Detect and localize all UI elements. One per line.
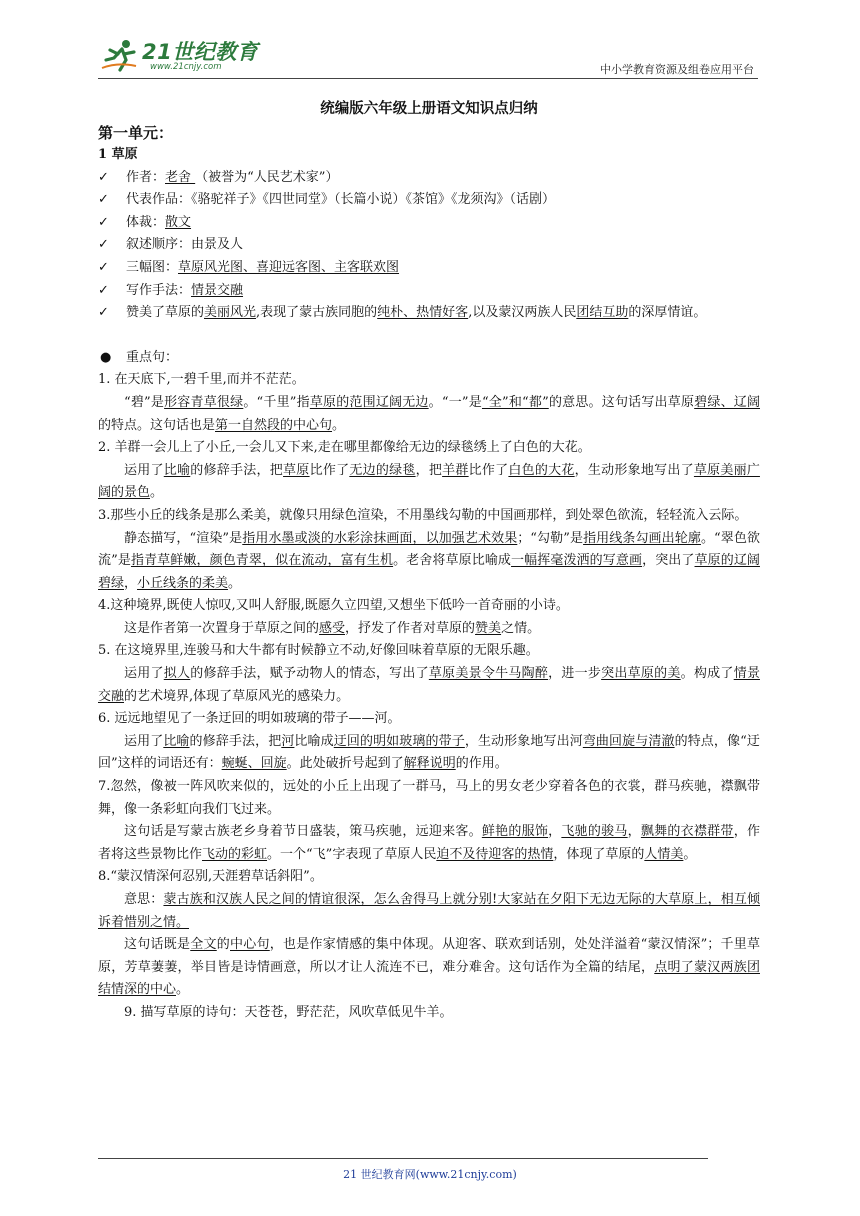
footer-divider [98,1158,708,1159]
fact-pictures: ✓ 三幅图：草原风光图、喜迎远客图、主客联欢图 [98,257,760,280]
explanation-8-analysis: 这句话既是全文的中心句，也是作家情感的集中体现。从迎客、联欢到话别，处处洋溢着“蒙汉情深”；千里草原，芳草萋萋，举目皆是诗情画意，所以才让人流连不已，难分难舍。这句话作为全篇的结尾，点明了蒙汉两族团结情深的中心。 [98,937,760,998]
sentence-3: 3.那些小丘的线条是那么柔美，就像只用绿色渲染，不用墨线勾勒的中国画那样，到处翠色欲流，轻轻流入云际。 [98,507,748,523]
document-title: 统编版六年级上册语文知识点归纳 [320,100,538,117]
check-icon: ✓ [98,192,109,208]
unit-heading: 第一单元： [98,124,174,142]
fact-works: ✓ 代表作品：《骆驼祥子》《四世同堂》（长篇小说）《茶馆》《龙须沟》（话剧） [98,189,760,212]
check-icon: ✓ [98,169,109,185]
sentence-2: 2. 羊群一会儿上了小丘,一会儿又下来,走在哪里都像给无边的绿毯绣上了白色的大花。 [98,440,591,456]
bullet-icon: ● [100,349,112,365]
document-body [98,96,760,1025]
sentence-8: 8.“蒙汉情深何忍别,天涯碧草话斜阳”。 [98,869,323,885]
fact-genre: ✓ 体裁：散文 [98,212,760,235]
sentence-7: 7.忽然，像被一阵风吹来似的，远处的小丘上出现了一群马，马上的男女老少穿着各色的衣裳，群马疾驰，襟飘带舞，像一条彩虹向我们飞过来。 [98,779,760,817]
logo-url: www.21cnjy.com [150,62,222,72]
explanation-1: “碧”是形容青草很绿。“千里”指草原的范围辽阔无边。“一”是“全”和“都”的意思。这句话写出草原碧绿、辽阔的特点。这句话也是第一自然段的中心句。 [98,394,760,433]
footer-link[interactable]: 21 世纪教育网(www.21cnjy.com) [343,1168,517,1181]
key-sentences-label: ● 重点句： [98,347,760,370]
sentence-9: 9. 描写草原的诗句：天苍苍，野茫茫，风吹草低见牛羊。 [124,1004,453,1020]
check-icon: ✓ [98,305,109,321]
lesson-heading: 1 草原 [98,147,138,162]
explanation-7: 这句话是写蒙古族老乡身着节日盛装，策马疾驰，远迎来客。鲜艳的服饰，飞驰的骏马，飘舞的衣襟群带，作者将这些景物比作飞动的彩虹。一个“飞”字表现了草原人民迫不及待迎客的热情，体现了草原的人情美。 [98,824,760,862]
fact-praise: ✓ 赞美了草原的美丽风光,表现了蒙古族同胞的纯朴、热情好客,以及蒙汉两族人民团结互助的深厚情谊。 [98,302,760,325]
site-logo[interactable] [98,34,268,74]
explanation-8-meaning: 意思：蒙古族和汉族人民之间的情谊很深，怎么舍得马上就分别!大家站在夕阳下无边无际的大草原上，相互倾诉着惜别之情。 [98,892,760,930]
explanation-6: 运用了比喻的修辞手法，把河比喻成迂回的明如玻璃的带子，生动形象地写出河弯曲回旋与清澈的特点，像“迂回”这样的词语还有：蜿蜒、回旋。此处破折号起到了解释说明的作用。 [98,733,760,772]
sentence-5: 5. 在这境界里,连骏马和大牛都有时候静立不动,好像回味着草原的无限乐趣。 [98,643,539,659]
explanation-4: 这是作者第一次置身于草原之间的感受，抒发了作者对草原的赞美之情。 [124,620,541,636]
check-icon: ✓ [98,214,109,230]
fact-author: ✓ 作者：老舍 （被誉为“人民艺术家”） [98,167,760,190]
logo-text: 21世纪教育 [142,40,259,64]
fact-order: ✓ 叙述顺序：由景及人 [98,234,760,257]
platform-slogan: 中小学教育资源及组卷应用平台 [600,63,754,76]
sentence-4: 4.这种境界,既使人惊叹,又叫人舒服,既愿久立四望,又想坐下低吟一首奇丽的小诗。 [98,598,569,614]
check-icon: ✓ [98,259,109,275]
runner-logo-icon [100,38,140,72]
explanation-2: 运用了比喻的修辞手法，把草原比作了无边的绿毯，把羊群比作了白色的大花，生动形象地写出了草原美丽广阔的景色。 [98,462,760,501]
explanation-5: 运用了拟人的修辞手法，赋予动物人的情态，写出了草原美景令牛马陶醉，进一步突出草原的美。构成了情景交融的艺术境界,体现了草原风光的感染力。 [98,666,760,704]
explanation-3: 静态描写，“渲染”是指用水墨或淡的水彩涂抹画面，以加强艺术效果；“勾勒”是指用线条勾画出轮廓。“翠色欲流”是指青草鲜嫩，颜色青翠，似在流动，富有生机。老舍将草原比喻成一幅挥毫泼洒的写意画，突出了草原的辽阔碧绿，小丘线条的柔美。 [98,530,760,591]
sentence-6: 6. 远远地望见了一条迂回的明如玻璃的带子——河。 [98,711,401,727]
page-header [98,34,758,79]
sentence-1: 1. 在天底下,一碧千里,而并不茫茫。 [98,372,305,388]
check-icon: ✓ [98,282,109,298]
fact-method: ✓ 写作手法：情景交融 [98,280,760,303]
check-icon: ✓ [98,237,109,253]
